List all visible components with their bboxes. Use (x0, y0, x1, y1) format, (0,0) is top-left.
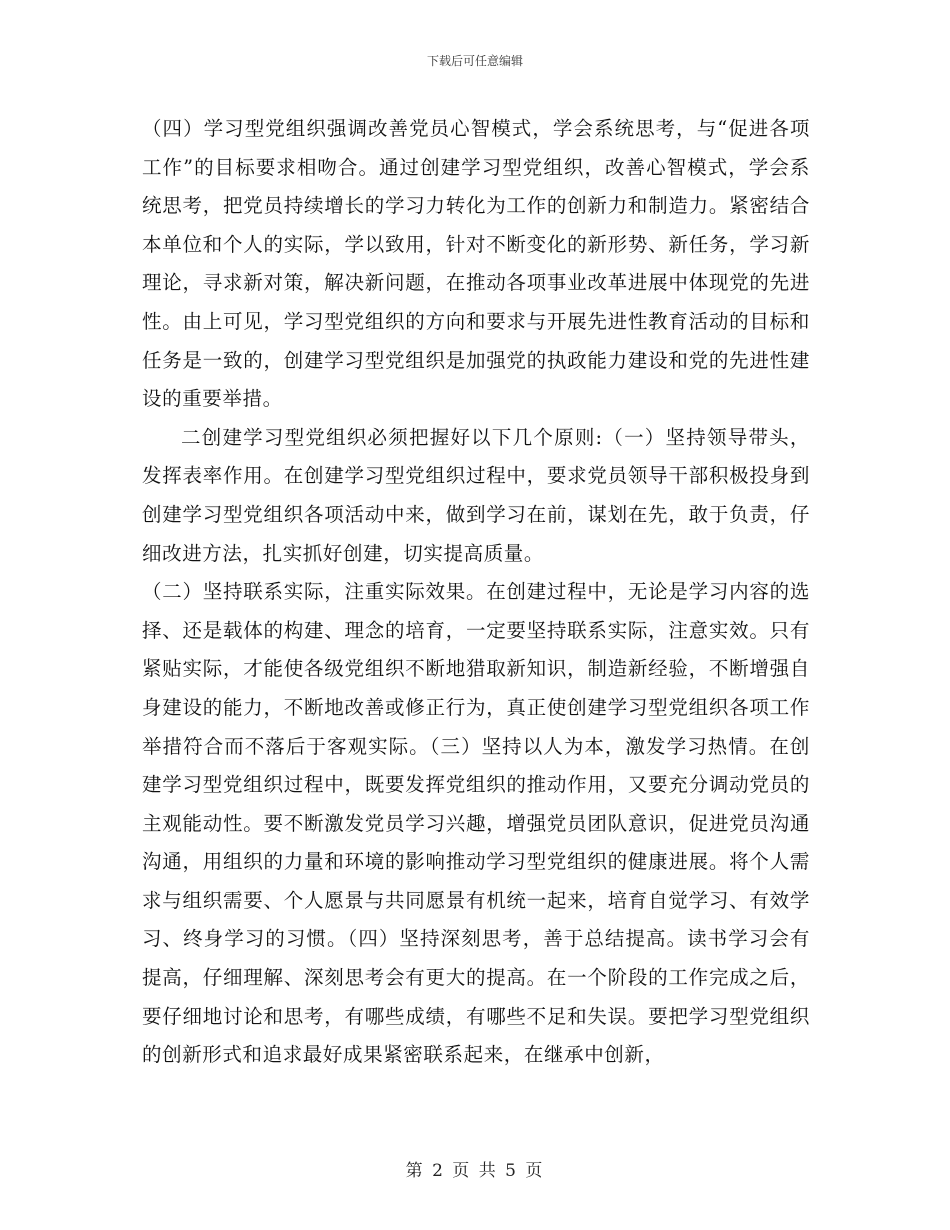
paragraph-3: （二）坚持联系实际，注重实际效果。在创建过程中，无论是学习内容的选择、还是载体的构建、理念的培育，一定要坚持联系实际，注意实效。只有紧贴实际，才能使各级党组织不断地猎取新知识，制造新经验，不断增强自身建设的能力，不断地改善或修正行为，真正使创建学习型党组织各项工作举措符合而不落后于客观实际。（三）坚持以人为本，激发学习热情。在创建学习型党组织过程中，既要发挥党组织的推动作用，又要充分调动党员的主观能动性。要不断激发党员学习兴趣，增强党员团队意识，促进党员沟通沟通，用组织的力量和环境的影响推动学习型党组织的健康进展。将个人需求与组织需要、个人愿景与共同愿景有机统一起来，培育自觉学习、有效学习、终身学习的习惯。（四）坚持深刻思考，善于总结提高。读书学习会有提高，仔细理解、深刻思考会有更大的提高。在一个阶段的工作完成之后，要仔细地讨论和思考，有哪些成绩，有哪些不足和失误。要把学习型党组织的创新形式和追求最好成果紧密联系起来，在继承中创新， (142, 580, 810, 1067)
paragraph-1: （四）学习型党组织强调改善党员心智模式，学会系统思考，与“促进各项工作”的目标要求相吻合。通过创建学习型党组织，改善心智模式，学会系统思考，把党员持续增长的学习力转化为工作的创新力和制造力。紧密结合本单位和个人的实际，学以致用，针对不断变化的新形势、新任务，学习新理论，寻求新对策，解决新问题，在推动各项事业改革进展中体现党的先进性。由上可见，学习型党组织的方向和要求与开展先进性教育活动的目标和任务是一致的，创建学习型党组织是加强党的执政能力建设和党的先进性建设的重要举措。 (142, 117, 810, 411)
document-body (142, 110, 810, 1075)
page-header: 下载后可任意编辑 (426, 54, 523, 68)
page-footer: 第 2 页 共 5 页 (405, 1161, 545, 1181)
paragraph-2: 二创建学习型党组织必须把握好以下几个原则:（一）坚持领导带头，发挥表率作用。在创建学习型党组织过程中，要求党员领导干部积极投身到创建学习型党组织各项活动中来，做到学习在前，谋划在先，敢于负责，仔细改进方法，扎实抓好创建，切实提高质量。 (142, 425, 810, 565)
